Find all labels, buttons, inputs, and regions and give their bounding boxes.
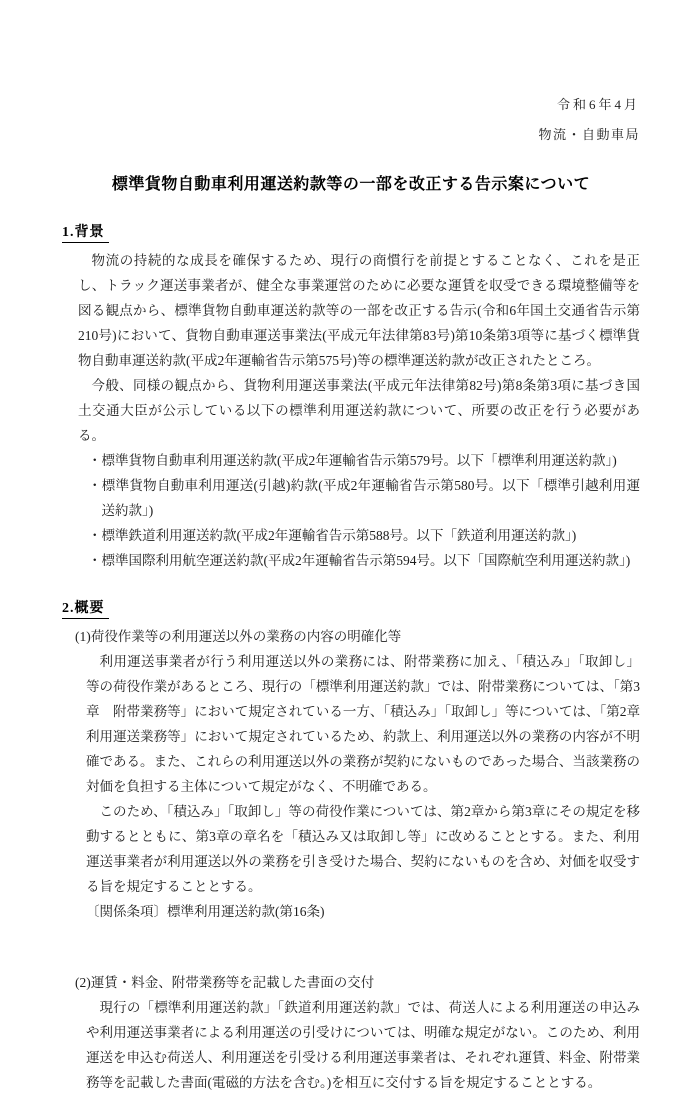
doc-header <box>62 90 640 150</box>
section1-heading: 1.背景 <box>62 221 109 243</box>
subsection-document-delivery <box>75 970 640 1095</box>
section1-paragraph-1: 物流の持続的な成長を確保するため、現行の商慣行を前提とすることなく、これを是正し、トラック運送事業者が、健全な事業運営のために必要な運賃を収受できる環境整備等を図る観点から、標準貨物自動車運送約款等の一部を改正する告示(令和6年国土交通省告示第210号)において、貨物自動車運送事業法(平成元年法律第83号)第10条第3項等に基づく標準貨物自動車運送約款(平成2年運輸省告示第575号)等の標準運送約款が改正されたところ。 <box>78 253 640 368</box>
subsection1-paragraph-2: このため、「積込み」「取卸し」等の荷役作業については、第2章から第3章にその規定を移動するとともに、第3章の章名を「積込み又は取卸し等」に改めることとする。また、利用運送事業者が利用運送以外の業務を引き受けた場合、契約にないものを含め、対価を収受する旨を規定することとする。 <box>86 804 640 894</box>
doc-title: 標準貨物自動車利用運送約款等の一部を改正する告示案について <box>111 176 591 193</box>
ordinance-list-item: ・標準鉄道利用運送約款(平成2年運輸省告示第588号。以下「鉄道利用運送約款」) <box>88 528 577 543</box>
subsection2-body <box>86 995 640 1095</box>
subsection1-paragraph-1: 利用運送事業者が行う利用運送以外の業務には、附帯業務に加え、「積込み」「取卸し」等の荷役作業があるところ、現行の「標準利用運送約款」では、附帯業務については、「第3章 附帯業務等」において規定されている一方、「積込み」「取卸し」等については、「第2章 利用運送業務等」において規定されているため、約款上、利用運送以外の業務の内容が不明確である。また、これらの利用運送以外の業務が契約にないものであった場合、当該業務の対価を負担する主体について規定がなく、不明確である。 <box>86 654 654 794</box>
doc-department: 物流・自動車局 <box>538 127 640 142</box>
subsection2-heading: (2)運賃・料金、附帯業務等を記載した書面の交付 <box>75 975 375 990</box>
ordinance-list-item: ・標準貨物自動車利用運送(引越)約款(平成2年運輸省告示第580号。以下「標準引越利用運送約款」) <box>88 478 640 518</box>
ordinance-list-item: ・標準貨物自動車利用運送約款(平成2年運輸省告示第579号。以下「標準利用運送約款」) <box>88 453 617 468</box>
section2-heading: 2.概要 <box>62 597 109 619</box>
section1-heading-row <box>62 221 640 243</box>
section1-body <box>78 248 640 573</box>
section1-paragraph-2: 今般、同様の観点から、貨物利用運送事業法(平成元年法律第82号)第8条第3項に基づき国土交通大臣が公示している以下の標準利用運送約款について、所要の改正を行う必要がある。 <box>78 378 640 443</box>
subsection-cargo-handling <box>75 624 654 924</box>
section-overview <box>62 597 654 1095</box>
related-provisions: 〔関係条項〕標準利用運送約款(第16条) <box>86 904 325 919</box>
doc-date: 令和6年4月 <box>556 97 640 112</box>
ordinance-list-item: ・標準国際利用航空運送約款(平成2年運輸省告示第594号。以下「国際航空利用運送約款」) <box>88 553 631 568</box>
section-background <box>62 221 640 573</box>
subsection2-paragraph-1: 現行の「標準利用運送約款」「鉄道利用運送約款」では、荷送人による利用運送の申込みや利用運送事業者による利用運送の引受けについては、明確な規定がない。このため、利用運送を申込む荷送人、利用運送を引受ける利用運送事業者は、それぞれ運賃、料金、附帯業務等を記載した書面(電磁的方法を含む。)を相互に交付する旨を規定することとする。 <box>86 1000 640 1090</box>
section2-heading-row <box>62 597 640 619</box>
subsection1-body <box>86 649 654 924</box>
subsection1-heading: (1)荷役作業等の利用運送以外の業務の内容の明確化等 <box>75 629 402 644</box>
ordinance-list <box>88 448 640 573</box>
